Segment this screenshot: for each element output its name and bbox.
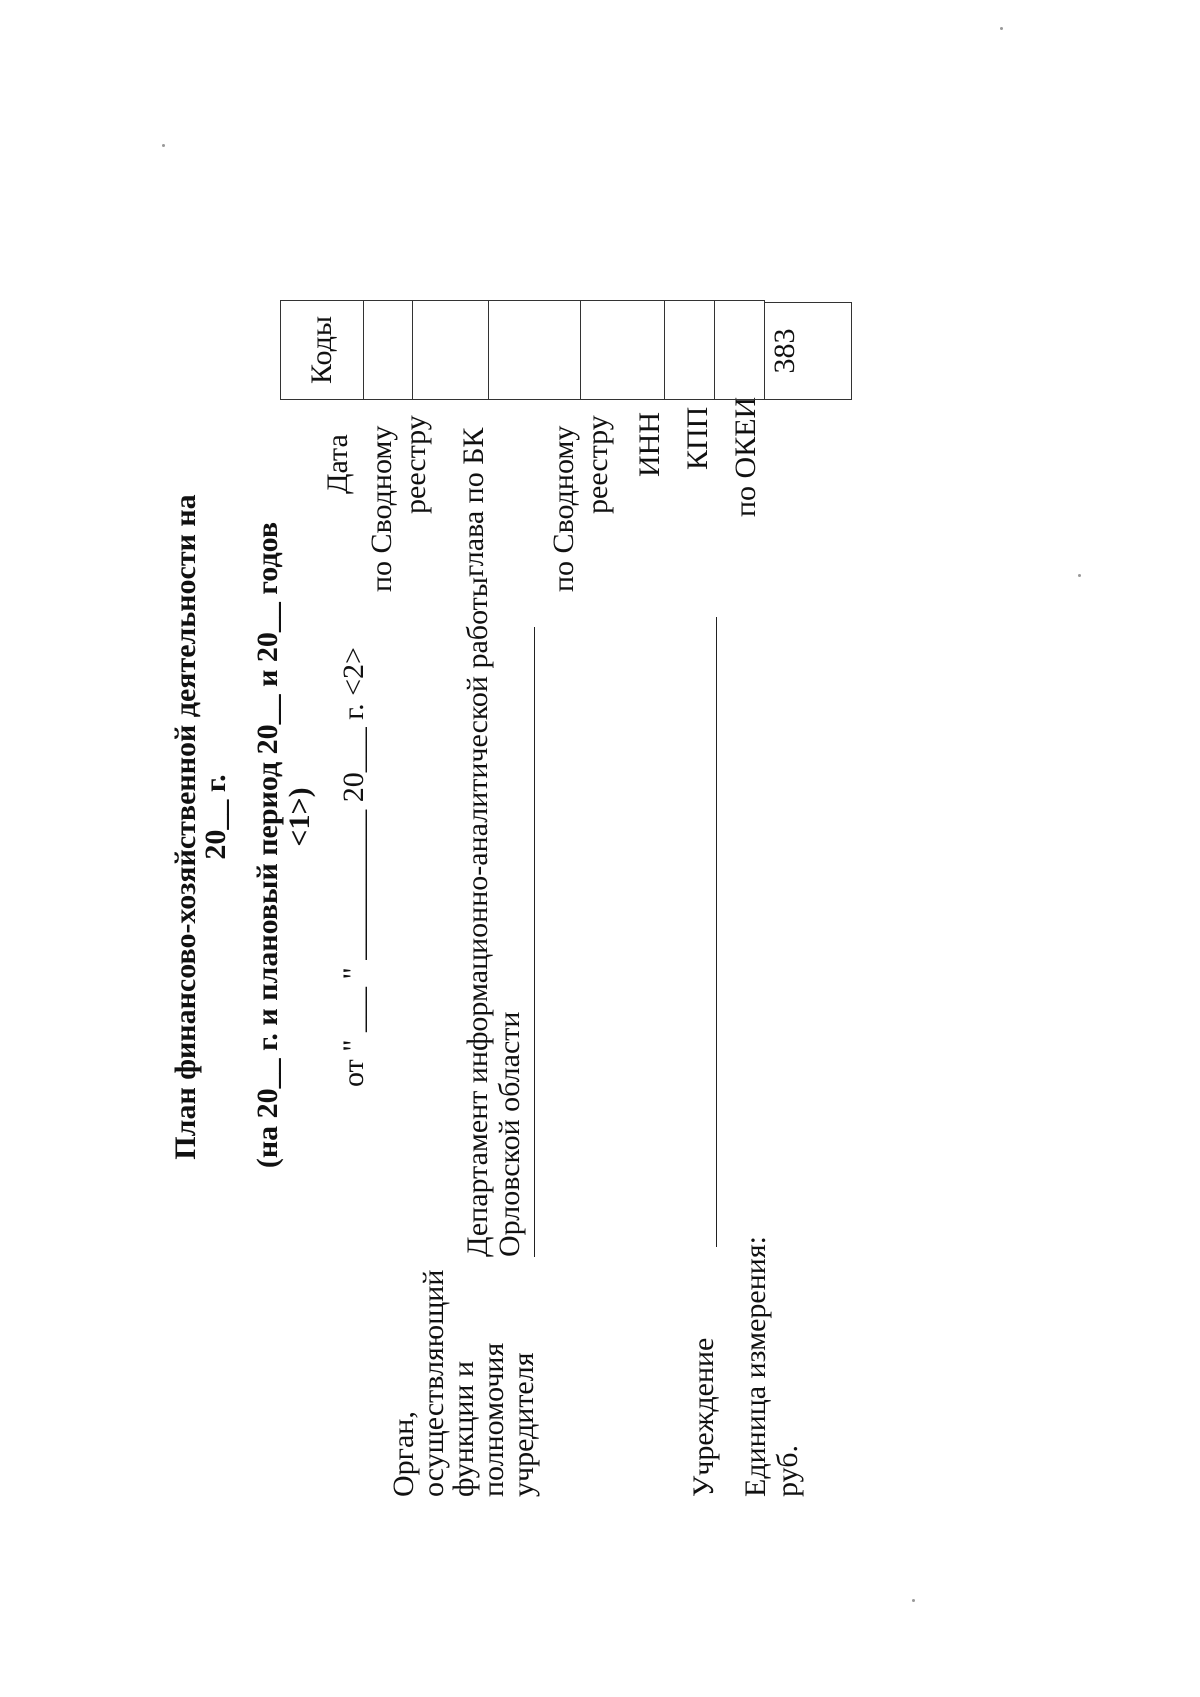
organ-label-5: учредителя <box>507 1352 540 1497</box>
unit-label-1: Единица измерения: <box>739 1236 772 1497</box>
code-label-registry-2b: реестру <box>581 415 614 514</box>
codes-header-cell <box>280 300 364 400</box>
organ-label-1: Орган, <box>387 1411 420 1497</box>
code-label-date: Дата <box>321 434 354 494</box>
organ-underline <box>534 627 535 1257</box>
scan-speck <box>1000 27 1003 30</box>
scan-speck <box>912 1599 915 1602</box>
code-label-chapter-bk: глава по БК <box>457 427 490 577</box>
unit-label-2: руб. <box>771 1445 804 1497</box>
code-label-registry-1a: по Сводному <box>365 425 398 592</box>
organ-value-1: Департамент информационно-аналитической работы <box>461 577 494 1257</box>
code-cell-chapter-bk[interactable] <box>488 300 581 400</box>
codes-table <box>280 300 866 400</box>
code-cell-okei[interactable] <box>764 302 852 400</box>
scan-speck <box>162 144 165 147</box>
code-label-registry-2a: по Сводному <box>547 425 580 592</box>
code-label-okei: по ОКЕИ <box>729 396 762 517</box>
code-label-kpp: КПП <box>681 406 714 470</box>
title-line-4: <1>) <box>283 787 316 847</box>
code-label-registry-1b: реестру <box>399 415 432 514</box>
code-cell-kpp[interactable] <box>714 300 765 400</box>
institution-label: Учреждение <box>687 1337 720 1497</box>
organ-label-4: полномочия <box>477 1342 510 1497</box>
code-cell-inn[interactable] <box>664 300 715 400</box>
title-line-3: (на 20__ г. и плановый период 20__ и 20__ годов <box>251 521 284 1169</box>
code-okei-value: 383 <box>768 328 801 374</box>
organ-label-2: осуществляющий <box>417 1269 450 1497</box>
code-cell-date[interactable] <box>362 300 413 400</box>
title-line-1: План финансово-хозяйственной деятельности на <box>169 494 202 1160</box>
organ-value-2: Орловской области <box>493 1011 526 1257</box>
codes-header: Коды <box>305 315 338 385</box>
date-line: от " ___ " __________ 20___ г. <2> <box>337 647 370 1087</box>
code-label-inn: ИНН <box>633 412 666 477</box>
institution-underline <box>716 617 717 1247</box>
code-cell-registry-1[interactable] <box>412 300 489 400</box>
scan-speck <box>1078 574 1081 577</box>
code-cell-registry-2[interactable] <box>580 300 665 400</box>
title-line-2: 20__ г. <box>199 774 232 860</box>
organ-label-3: функции и <box>447 1360 480 1497</box>
